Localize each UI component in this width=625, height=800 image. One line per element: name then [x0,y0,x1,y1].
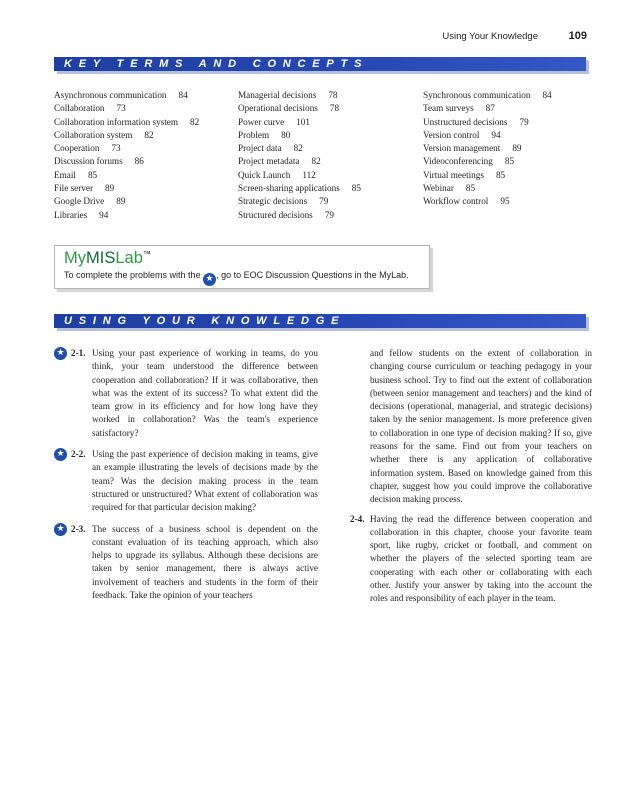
question-number: 2-2. [71,449,86,460]
term-entry: Virtual meetings 85 [423,169,506,180]
term-entry: Collaboration 73 [54,103,126,114]
term-entry: Power curve 101 [238,116,310,127]
term-entry: Team surveys 87 [423,103,495,114]
term-entry: Screen-sharing applications 85 [238,183,361,194]
term-entry: Version management 89 [423,143,522,154]
question-2-1 [54,347,318,440]
term-entry: Webinar 85 [423,183,476,194]
term-entry: Strategic decisions 79 [238,196,329,207]
term-entry: Videoconferencing 85 [423,156,515,167]
term-entry: Workflow control 95 [423,196,510,207]
key-terms-column-3 [423,89,552,209]
key-terms-banner [54,57,586,71]
term-entry: Libraries 94 [54,209,109,220]
question-2-3 [54,523,318,603]
question-number: 2-1. [71,348,86,358]
question-2-3-continuation: and fellow students on the extent of collaboration in changing course curriculum or teaching pedagogy in your business school. Try to find out the extent of collaboration (between senior management and teachers) and the kind of decisions (operational, managerial, and strategic decisions) taken by the senior management. Is more preference given to collaboration in one type of decision making? If so, give reasons for the same. Find out from your teachers on whether there is any application of collaborative information system. Based on knowledge gained from this chapter, suggest how you could improve the collaborative decision making process. [370,348,592,505]
star-icon: ★ [54,448,67,461]
running-head-title: Using Your Knowledge [442,31,538,42]
question-text: Using the past experience of decision making in teams, give an example illustrating the levels of decisions made by the team? Was the decision making process in the team structured or unstructured? What extent of collaboration was required for that particular decision making? [92,449,318,513]
term-entry: Collaboration system 82 [54,129,154,140]
term-entry: Managerial decisions 78 [238,90,338,100]
question-2-2 [54,448,318,514]
term-entry: Structured decisions 79 [238,209,334,220]
term-entry: File server 89 [54,183,115,194]
term-entry: Project data 82 [238,143,303,154]
question-text: Using your past experience of working in teams, do you think, your team understood the difference between cooperation and collaboration? If it was collaborative, then what was the extent of its success? To what extent did the team grow in its efficiency and for how long have they worked in collaboration? Was the team's experience satisfactory? [92,348,318,438]
term-entry: Email 85 [54,169,98,180]
question-2-4 [350,513,592,606]
term-entry: Problem 80 [238,129,291,140]
term-entry: Discussion forums 86 [54,156,144,167]
questions-column-right [350,347,592,606]
question-number: 2-4. [350,513,365,524]
term-entry: Quick Launch 112 [238,169,316,180]
term-entry: Version control 94 [423,129,501,140]
question-number: 2-3. [71,523,86,534]
term-entry: Unstructured decisions 79 [423,116,529,127]
star-icon: ★ [54,347,67,360]
using-knowledge-banner [54,314,586,328]
mylab-logo: MyMISLab™ [64,249,151,267]
question-text: Having the read the difference between cooperation and collaboration in this chapter, choose your favorite team sport, like rugby, cricket or football, and comment on whether the players of the selected sporting team are cooperating with each other or collaborating with each other. Justify your answer by taking into the account the roles and responsibility of each player in the team. [370,513,592,604]
term-entry: Collaboration information system 82 [54,116,200,127]
term-entry: Project metadata 82 [238,156,321,167]
key-terms-column-1 [54,89,199,222]
question-text: The success of a business school is dependent on the constant evaluation of its teaching approach, which also helps to upgrade its syllabus. Although these decisions are taken by senior management, there is always active involvement of teachers and students in the form of their feedback. Take the opinion of your teachers [92,523,318,601]
mylab-instructions: To complete the problems with the ★ , go to EOC Discussion Questions in the MyLab. [64,270,409,284]
star-icon: ★ [203,273,216,286]
key-terms-heading: KEY TERMS AND CONCEPTS [64,58,369,70]
star-icon: ★ [54,523,67,536]
running-head [442,30,587,42]
questions-column-left [54,347,318,610]
key-terms-column-2 [238,89,361,222]
mylab-callout [54,245,430,289]
term-entry: Asynchronous communication 84 [54,90,188,100]
term-entry: Google Drive 89 [54,196,126,207]
using-knowledge-heading: USING YOUR KNOWLEDGE [64,315,346,327]
term-entry: Cooperation 73 [54,143,121,154]
term-entry: Synchronous communication 84 [423,90,552,100]
page-number: 109 [568,30,587,42]
term-entry: Operational decisions 78 [238,103,340,114]
